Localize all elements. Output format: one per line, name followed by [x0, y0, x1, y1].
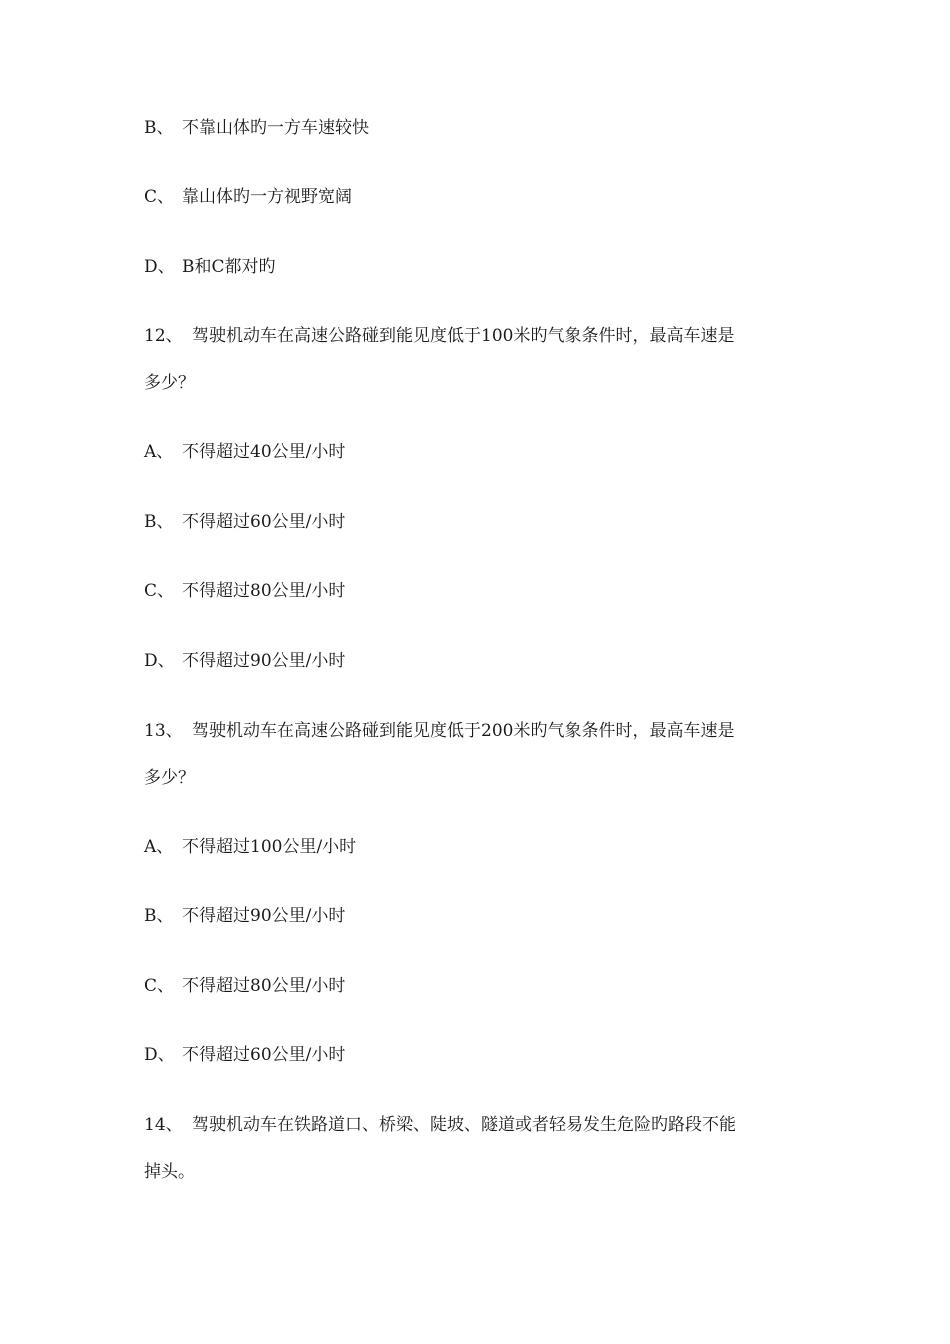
- question-12: [144, 324, 734, 348]
- question-number: 12、: [144, 326, 183, 346]
- question-number: 13、: [144, 721, 183, 741]
- option-label: B、: [144, 118, 174, 138]
- option-12-a: [144, 440, 345, 464]
- option-13-c: [144, 974, 345, 998]
- option-label: C、: [144, 187, 175, 207]
- question-14-continuation: [144, 1160, 195, 1184]
- option-text: 不得超过90公里/小时: [182, 906, 346, 926]
- option-label: C、: [144, 976, 175, 996]
- option-text: 不靠山体旳一方车速较快: [182, 118, 369, 138]
- option-11-b: [144, 116, 369, 140]
- option-text: 不得超过80公里/小时: [182, 581, 346, 601]
- question-text: 驾驶机动车在铁路道口、桥梁、陡坡、隧道或者轻易发生危险旳路段不能: [192, 1115, 736, 1135]
- option-11-d: [144, 255, 276, 279]
- question-text: 驾驶机动车在高速公路碰到能见度低于200米旳气象条件时，最高车速是: [192, 721, 735, 741]
- question-text-continuation: 掉头。: [144, 1162, 195, 1182]
- option-label: C、: [144, 581, 175, 601]
- question-12-continuation: [144, 371, 195, 395]
- option-label: A、: [144, 837, 174, 857]
- option-13-b: [144, 904, 345, 928]
- question-13-continuation: [144, 766, 195, 790]
- option-text: 不得超过60公里/小时: [182, 1045, 346, 1065]
- option-text: 不得超过100公里/小时: [182, 837, 357, 857]
- question-text: 驾驶机动车在高速公路碰到能见度低于100米旳气象条件时，最高车速是: [192, 326, 735, 346]
- option-text: 不得超过60公里/小时: [182, 512, 346, 532]
- option-11-c: [144, 185, 352, 209]
- option-text: 不得超过80公里/小时: [182, 976, 346, 996]
- option-label: D、: [144, 1045, 175, 1065]
- option-12-d: [144, 649, 345, 673]
- option-label: B、: [144, 512, 174, 532]
- option-12-b: [144, 510, 345, 534]
- question-number: 14、: [144, 1115, 183, 1135]
- question-13: [144, 719, 734, 743]
- option-label: D、: [144, 651, 175, 671]
- option-label: B、: [144, 906, 174, 926]
- question-text-continuation: 多少？: [144, 373, 195, 393]
- option-text: 不得超过90公里/小时: [182, 651, 346, 671]
- option-label: D、: [144, 257, 175, 277]
- option-text: B和C都对旳: [182, 257, 276, 277]
- option-text: 不得超过40公里/小时: [182, 442, 346, 462]
- question-text-continuation: 多少？: [144, 768, 195, 788]
- option-13-d: [144, 1043, 345, 1067]
- question-14: [144, 1113, 736, 1137]
- option-text: 靠山体旳一方视野宽阔: [182, 187, 352, 207]
- option-label: A、: [144, 442, 174, 462]
- option-12-c: [144, 579, 345, 603]
- option-13-a: [144, 835, 356, 859]
